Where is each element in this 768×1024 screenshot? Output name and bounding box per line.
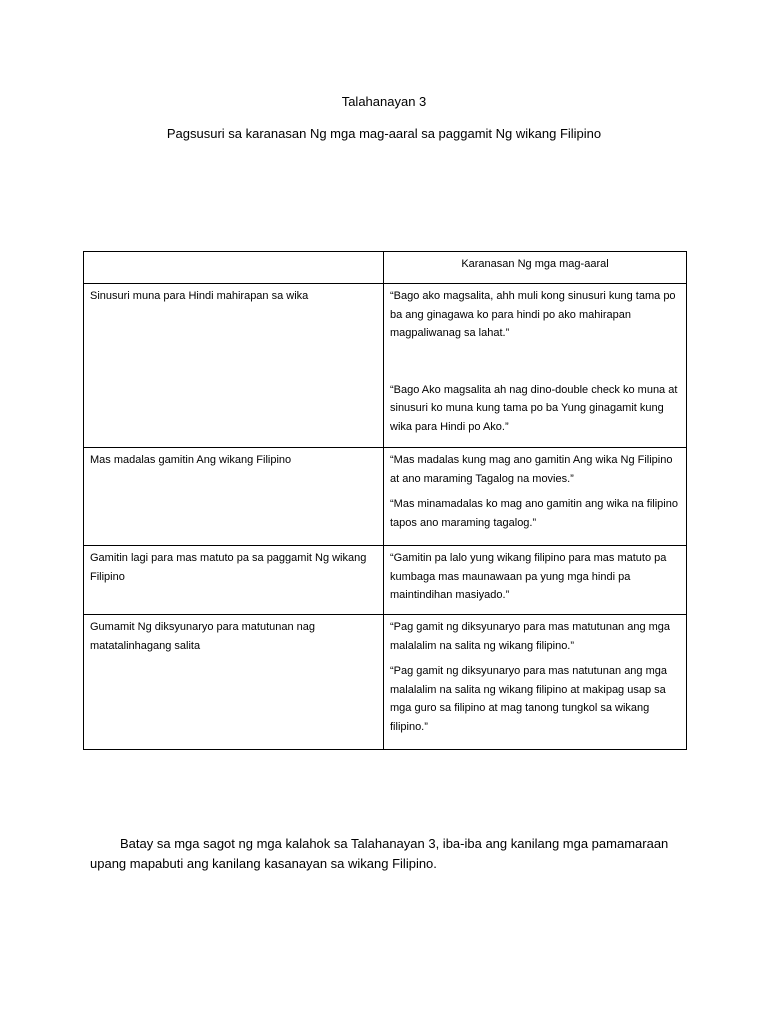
row-label: Sinusuri muna para Hindi mahirapan sa wika — [84, 284, 384, 448]
table-row — [84, 546, 687, 615]
experience-table — [83, 251, 687, 750]
conclusion-paragraph: Batay sa mga sagot ng mga kalahok sa Talahanayan 3, iba-iba ang kanilang mga pamamaraan upang mapabuti ang kanilang kasanayan sa wikang Filipino. — [90, 836, 669, 871]
quote: “Bago ako magsalita, ahh muli kong sinusuri kung tama po ba ang ginagawa ko para hindi po ako mahirapan magpaliwanag sa lahat.” — [390, 290, 676, 339]
row-label: Gumamit Ng diksyunaryo para matutunan nag matatalinhagang salita — [84, 615, 384, 750]
table-header-row — [84, 252, 687, 284]
table-header-cell-empty — [84, 252, 384, 284]
row-quotes — [384, 284, 687, 448]
table-row — [84, 448, 687, 546]
row-quotes — [384, 448, 687, 546]
row-quotes — [384, 546, 687, 615]
quote: “Pag gamit ng diksyunaryo para mas matutunan ang mga malalalim na salita ng wikang filipino.” — [390, 621, 671, 652]
table-row — [84, 284, 687, 448]
quote: “Mas madalas kung mag ano gamitin Ang wika Ng Filipino at ano maraming Tagalog na movies.” — [390, 454, 673, 485]
row-quotes — [384, 615, 687, 750]
table-header-cell-experience: Karanasan Ng mga mag-aaral — [384, 252, 687, 284]
quote: “Gamitin pa lalo yung wikang filipino para mas matuto pa kumbaga mas maunawaan pa yung mga hindi pa maintindihan masiyado.” — [390, 552, 667, 601]
document-subtitle: Pagsusuri sa karanasan Ng mga mag-aaral sa paggamit Ng wikang Filipino — [166, 126, 602, 141]
quote: “Mas minamadalas ko mag ano gamitin ang wika na filipino tapos ano maraming tagalog.” — [390, 498, 678, 529]
row-label: Mas madalas gamitin Ang wikang Filipino — [84, 448, 384, 546]
quote: “Pag gamit ng diksyunaryo para mas natutunan ang mga malalalim na salita ng wikang filipino at makipag usap sa mga guro sa filipino at mag tanong tungkol sa wikang filipino.” — [390, 665, 667, 733]
row-label: Gamitin lagi para mas matuto pa sa paggamit Ng wikang Filipino — [84, 546, 384, 615]
table-row — [84, 615, 687, 750]
quote: “Bago Ako magsalita ah nag dino-double check ko muna at sinusuri ko muna kung tama po ba Yung ginagamit kung wika para Hindi po Ako.” — [390, 383, 678, 433]
document-title: Talahanayan 3 — [341, 94, 427, 109]
